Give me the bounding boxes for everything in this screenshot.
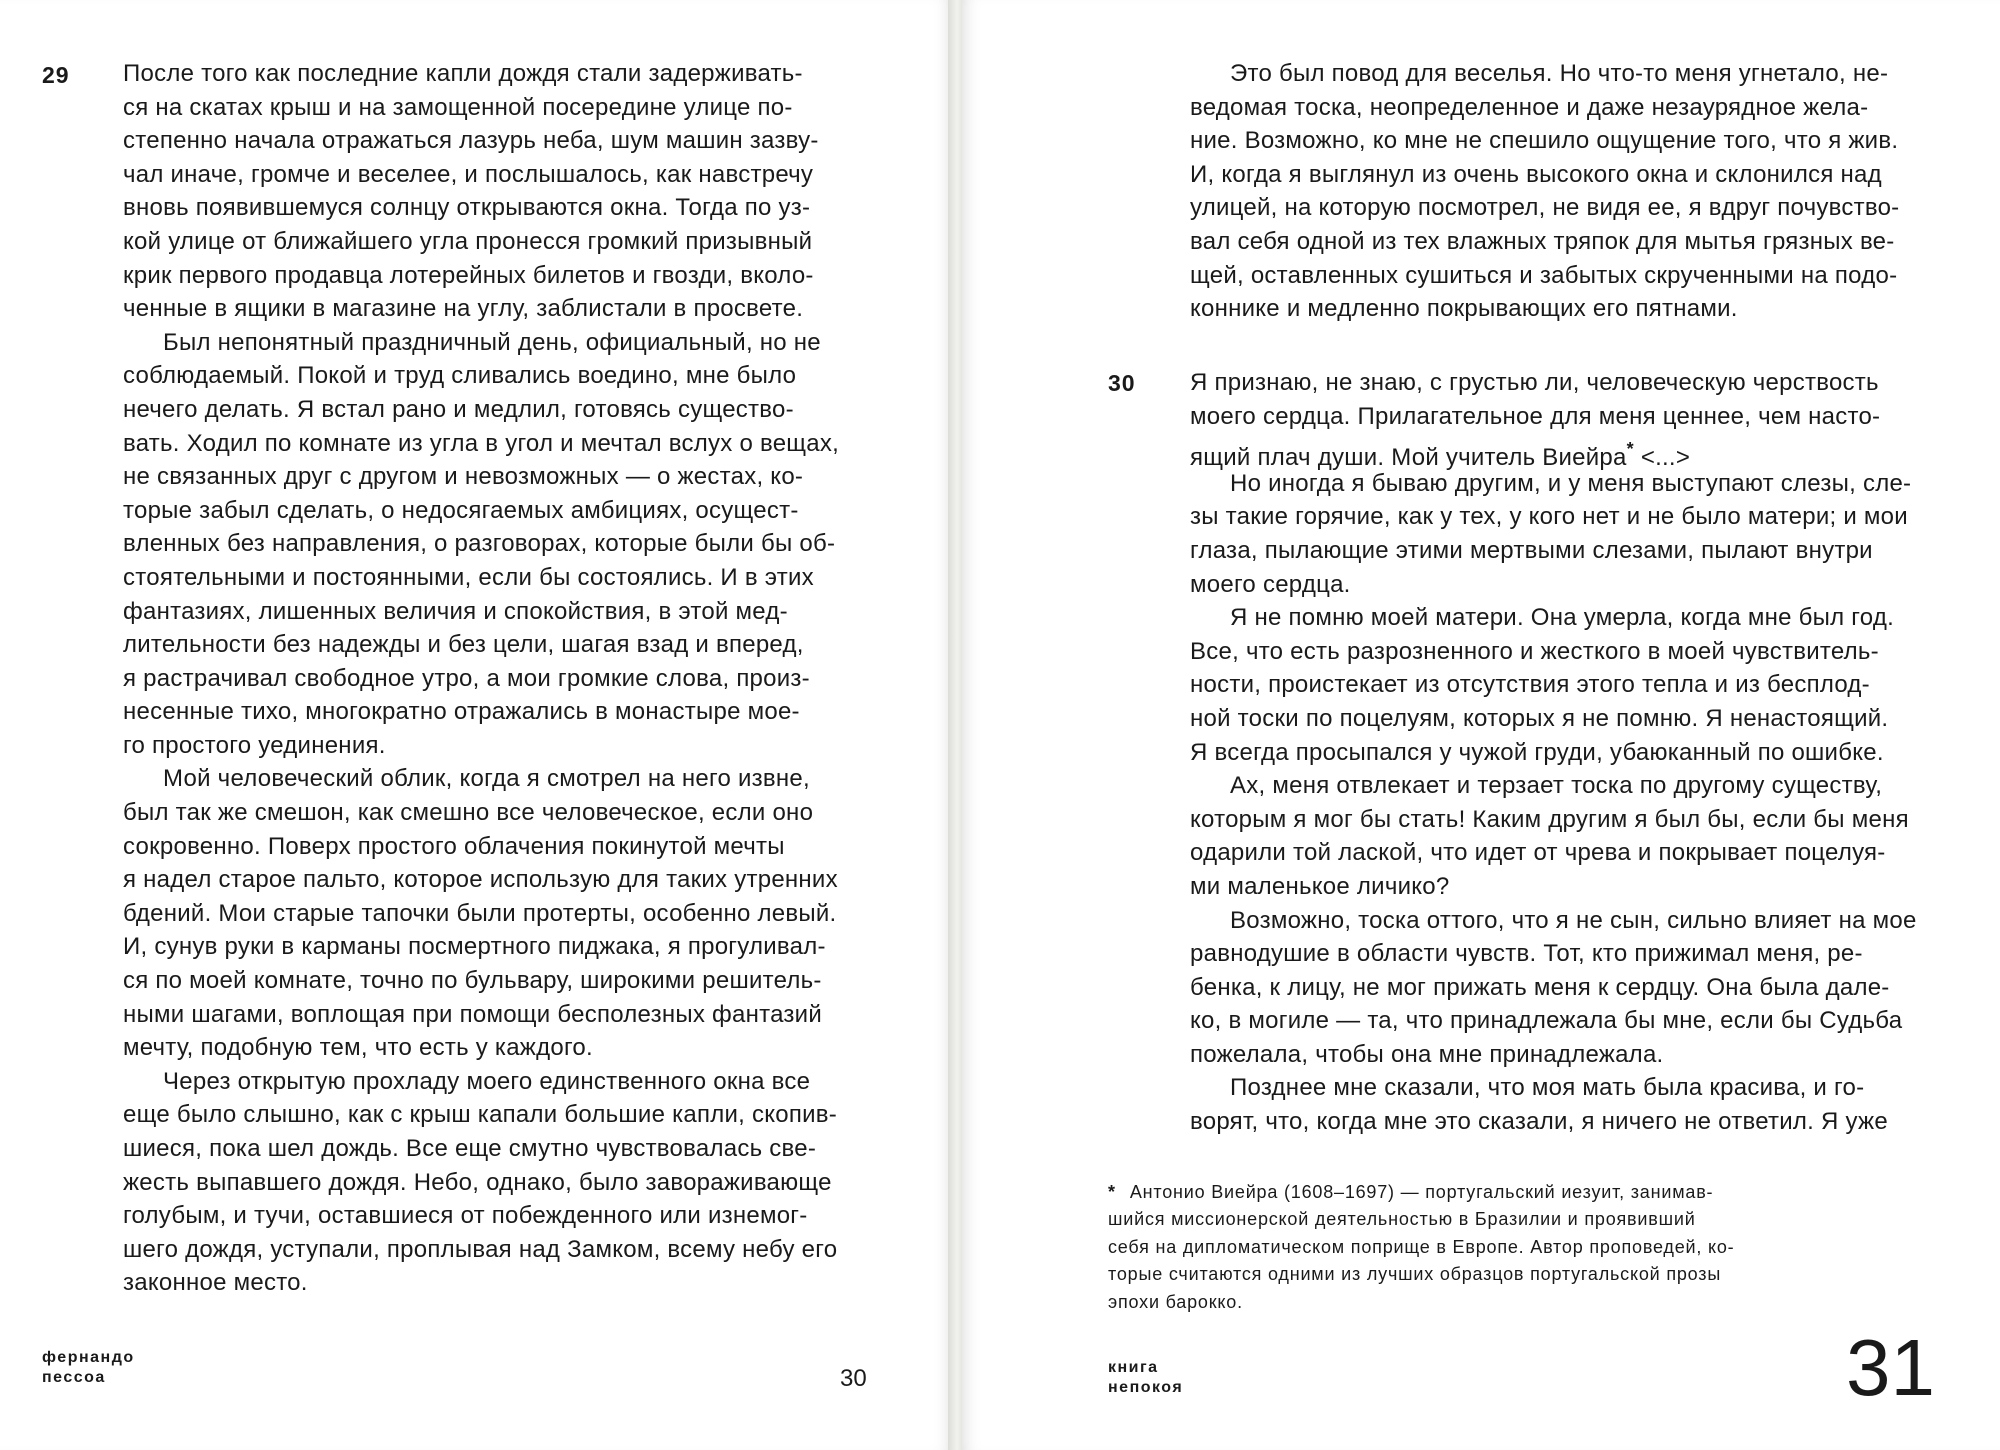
text-line: я растрачивал свободное утро, а мои громкие слова, произ- <box>123 664 810 692</box>
text-line: стоятельными и постоянными, если бы состоялись. И в этих <box>123 563 814 591</box>
text-line: моего сердца. Прилагательное для меня ценнее, чем насто- <box>1190 402 1881 430</box>
text-line: вновь появившемуся солнцу открываются окна. Тогда по уз- <box>123 194 811 222</box>
text-line: степенно начала отражаться лазурь неба, шум машин зазву- <box>123 127 819 155</box>
section-number-30: 30 <box>1108 370 1136 396</box>
text-line: пожелала, чтобы она мне принадлежала. <box>1190 1040 1664 1068</box>
text-line: го простого уединения. <box>123 731 386 759</box>
footnote-line: шийся миссионерской деятельностью в Бразилии и проявивший <box>1108 1209 1696 1230</box>
text-line: кой улице от ближайшего угла пронесся громкий призывный <box>123 227 813 255</box>
text-line: Но иногда я бываю другим, и у меня выступают слезы, сле- <box>1230 469 1912 497</box>
text-line: Это был повод для веселья. Но что-то меня угнетало, не- <box>1230 60 1889 87</box>
text-line: бдений. Мои старые тапочки были протерты, особенно левый. <box>123 899 837 927</box>
text-line: фантазиях, лишенных величия и спокойствия, в этой мед- <box>123 597 788 625</box>
footnote-marker: * <box>1626 439 1634 460</box>
text-line: я надел старое пальто, которое использую для таких утренних <box>123 866 838 894</box>
text-line: ворят, что, когда мне это сказали, я ничего не ответил. Я уже <box>1190 1108 1888 1136</box>
title-line-1: книга <box>1108 1359 1159 1376</box>
text-line: глаза, пылающие этими мертвыми слезами, пылают внутри <box>1190 536 1873 564</box>
text-line: ние. Возможно, ко мне не спешило ощущение того, что я жив. <box>1190 127 1899 155</box>
text-line: ной тоски по поцелуям, которых я не помню. Я ненастоящий. <box>1190 704 1889 732</box>
text-line: шиеся, пока шел дождь. Все еще смутно чувствовалась све- <box>123 1135 817 1162</box>
text-line: Был непонятный праздничный день, официальный, но не <box>163 328 821 356</box>
footnote-text: Антонио Виейра (1608–1697) — португальский иезуит, занимав- <box>1129 1182 1714 1202</box>
page-number-left: 30 <box>840 1365 867 1392</box>
text-line: голубым, и тучи, оставшиеся от побежденного или изнемог- <box>123 1202 808 1230</box>
left-page <box>0 0 952 1450</box>
text-line: Позднее мне сказали, что моя мать была красива, и го- <box>1230 1074 1865 1102</box>
text-line: После того как последние капли дождя стали задерживать- <box>123 60 803 87</box>
text-line: ченные в ящики в магазине на углу, заблистали в просвете. <box>123 295 804 323</box>
text-line: вленных без направления, о разговорах, которые были бы об- <box>123 530 836 558</box>
text-line: ся на скатах крыш и на замощенной посередине улице по- <box>123 93 793 121</box>
text-line: Все, что есть разрозненного и жесткого в моей чувствитель- <box>1190 637 1879 665</box>
footnote-line: торые считаются одними из лучших образцов португальской прозы <box>1108 1264 1722 1285</box>
text-line: коннике и медленно покрывающих его пятнами. <box>1190 295 1738 323</box>
right-page <box>962 0 2000 1450</box>
text-line: ящий плач души. Мой учитель Виейра <box>1190 444 1627 472</box>
text-line: соблюдаемый. Покой и труд сливались воедино, мне было <box>123 362 797 390</box>
footnote-line: себя на дипломатическом поприще в Европе. Автор проповедей, ко- <box>1108 1236 1735 1257</box>
text-line: Через открытую прохладу моего единственного окна все <box>163 1067 811 1095</box>
text-line: крик первого продавца лотерейных билетов и гвозди, вколо- <box>123 261 814 289</box>
footnote-line <box>1108 1179 1734 1206</box>
text-line: чал иначе, громче и веселее, и послышалось, как навстречу <box>123 160 814 188</box>
text-line: ся по моей комнате, точно по бульвару, широкими решитель- <box>123 967 822 995</box>
section-number-29: 29 <box>42 62 70 88</box>
text-line: еще было слышно, как с крыш капали большие капли, скопив- <box>123 1101 837 1129</box>
text-line: лительности без надежды и без цели, шагая взад и вперед, <box>123 631 804 659</box>
running-footer-author <box>42 1348 135 1388</box>
text-line: ко, в могиле — та, что принадлежала бы мне, если бы Судьба <box>1190 1007 1903 1035</box>
text-line: вал себя одной из тех влажных тряпок для мытья грязных ве- <box>1190 227 1895 255</box>
text-line: щей, оставленных сушиться и забытых скрученными на подо- <box>1190 261 1898 289</box>
text-line: нечего делать. Я встал рано и медлил, готовясь существо- <box>123 395 794 423</box>
footnote-line: эпохи барокко. <box>1108 1291 1243 1312</box>
text-line: Я всегда просыпался у чужой груди, убаюканный по ошибке. <box>1190 738 1884 766</box>
text-line: Ах, меня отвлекает и терзает тоска по другому существу, <box>1230 772 1883 800</box>
text-line: зы такие горячие, как у тех, у кого нет и не было матери; и мои <box>1190 503 1908 531</box>
author-last-name: пессоа <box>42 1369 106 1386</box>
text-line: был так же смешон, как смешно все человеческое, если оно <box>123 799 814 827</box>
text-line: ными шагами, воплощая при помощи бесполезных фантазий <box>123 1000 822 1028</box>
text-line: вать. Ходил по комнате из угла в угол и мечтал вслух о вещах, <box>123 429 840 457</box>
text-line: ведомая тоска, неопределенное и даже незаурядное жела- <box>1190 93 1869 121</box>
text-line: торые забыл сделать, о недосягаемых амбициях, осущест- <box>123 496 799 524</box>
text-line: И, сунув руки в карманы посмертного пиджака, я прогуливал- <box>123 933 826 961</box>
text-line: Мой человеческий облик, когда я смотрел на него извне, <box>163 765 810 793</box>
text-line: шего дождя, уступали, проплывая над Замком, всему небу его <box>123 1235 838 1263</box>
text-line: Возможно, тоска оттого, что я не сын, сильно влияет на мое <box>1230 906 1917 934</box>
text-line: улицей, на которую посмотрел, не видя ее, я вдруг почувство- <box>1190 194 1900 222</box>
running-footer-title <box>1108 1358 1183 1398</box>
text-line: И, когда я выглянул из очень высокого окна и склонился над <box>1190 160 1882 188</box>
text-line: законное место. <box>123 1269 308 1297</box>
text-line: Я признаю, не знаю, с грустью ли, человеческую черствость <box>1190 369 1879 396</box>
right-page-top-text <box>1190 57 1899 326</box>
text-line: несенные тихо, многократно отражались в монастыре мое- <box>123 698 800 726</box>
text-line: одарили той лаской, что идет от чрева и покрывает поцелуя- <box>1190 839 1886 867</box>
text-line: мечту, подобную тем, что есть у каждого. <box>123 1034 593 1062</box>
text-line: которым я мог бы стать! Каким другим я был бы, если бы меня <box>1190 805 1909 833</box>
text-line: равнодушие в области чувств. Тот, кто прижимал меня, ре- <box>1190 940 1863 968</box>
right-page-section-text <box>1190 366 1917 1139</box>
text-line: ми маленькое личико? <box>1190 872 1450 900</box>
text-line: бенка, к лицу, не мог прижать меня к сердцу. Она была дале- <box>1190 973 1890 1001</box>
page-number-right: 31 <box>1846 1323 1935 1412</box>
footnote <box>1108 1179 1734 1316</box>
text-line: ности, проистекает из отсутствия этого тепла и из бесплод- <box>1190 671 1870 699</box>
text-line: сокровенно. Поверх простого облачения покинутой мечты <box>123 832 785 860</box>
omission-mark: <...> <box>1640 444 1691 472</box>
text-line: жесть выпавшего дождя. Небо, однако, было завораживающе <box>123 1168 832 1196</box>
author-first-name: фернандо <box>42 1349 135 1366</box>
footnote-star: * <box>1108 1182 1116 1202</box>
left-page-text <box>123 57 839 1300</box>
footnote-reference-line <box>1190 433 1917 472</box>
title-line-2: непокоя <box>1108 1379 1184 1396</box>
text-line: не связанных друг с другом и невозможных — о жестах, ко- <box>123 463 804 491</box>
text-line: моего сердца. <box>1190 570 1351 598</box>
text-line: Я не помню моей матери. Она умерла, когда мне был год. <box>1230 604 1894 632</box>
